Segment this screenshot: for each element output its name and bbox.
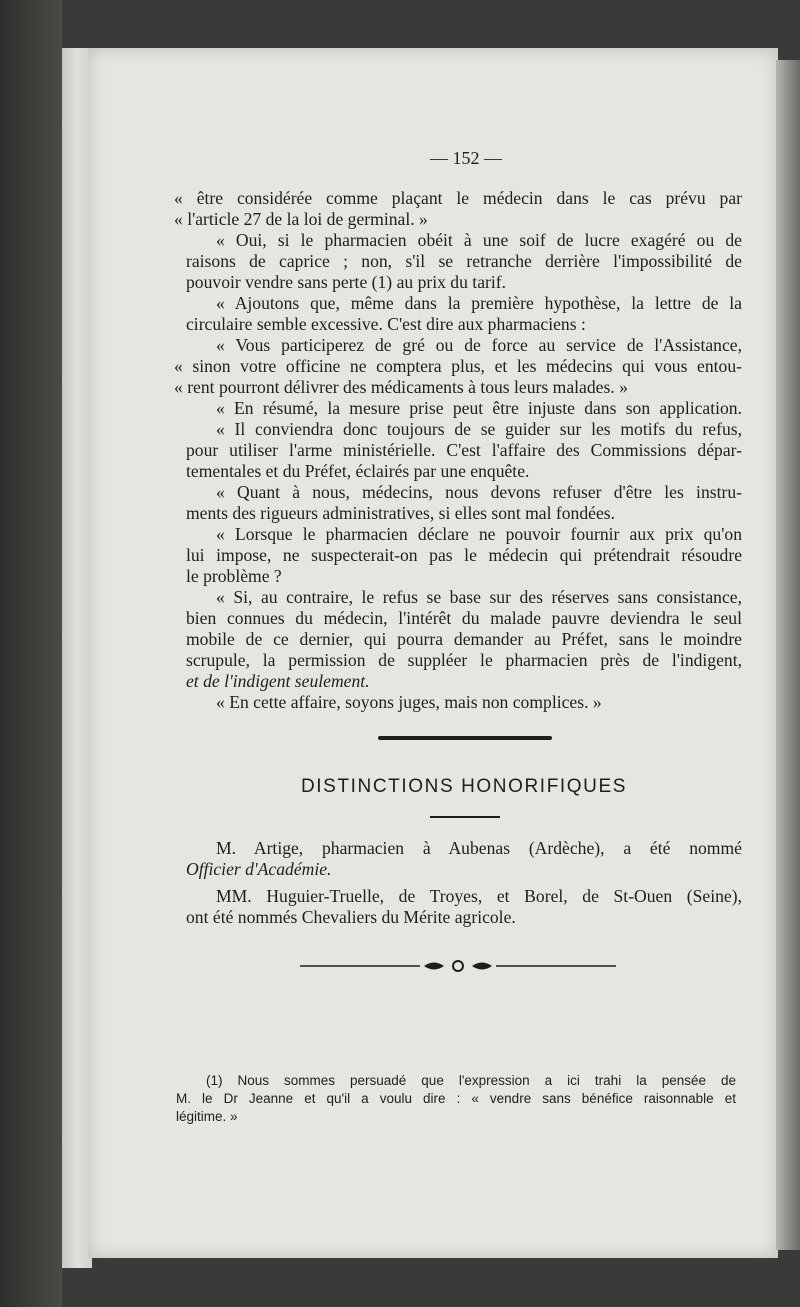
text-line: scrupule, la permission de suppléer le pharmacien près de l'indigent, bbox=[186, 650, 742, 670]
footnote-line: légitime. » bbox=[176, 1109, 238, 1124]
text-line: « Lorsque le pharmacien déclare ne pouvoir fournir aux prix qu'on bbox=[216, 524, 742, 544]
distinctions-text bbox=[186, 838, 742, 928]
text-line: raisons de caprice ; non, s'il se retranche derrière l'impossibilité de bbox=[186, 251, 742, 271]
section-divider bbox=[378, 736, 552, 740]
text-line: « Oui, si le pharmacien obéit à une soif de lucre exagéré ou de bbox=[216, 230, 742, 250]
text-line: et de l'indigent seulement. bbox=[186, 671, 370, 691]
text-line: « l'article 27 de la loi de germinal. » bbox=[174, 209, 428, 229]
text-line: « Ajoutons que, même dans la première hypothèse, la lettre de la bbox=[216, 293, 742, 313]
text-line: lui impose, ne suspecterait-on pas le médecin qui prétendrait résoudre bbox=[186, 545, 742, 565]
text-line: « En résumé, la mesure prise peut être injuste dans son application. bbox=[216, 398, 742, 418]
text-line: circulaire semble excessive. C'est dire aux pharmaciens : bbox=[186, 314, 586, 334]
page-right-edge bbox=[776, 60, 800, 1250]
footnote bbox=[176, 1072, 736, 1126]
text-line: ments des rigueurs administratives, si elles sont mal fondées. bbox=[186, 503, 616, 523]
text-line: « sinon votre officine ne comptera plus, et les médecins qui vous entou- bbox=[174, 356, 742, 376]
text-line: Officier d'Académie. bbox=[186, 859, 332, 879]
text-line: « Vous participerez de gré ou de force au service de l'Assistance, bbox=[216, 335, 742, 355]
text-line: « En cette affaire, soyons juges, mais non complices. » bbox=[216, 692, 602, 712]
body-text bbox=[174, 188, 742, 713]
text-line: mobile de ce dernier, qui pourra demander au Préfet, sans le moindre bbox=[186, 629, 742, 649]
heading-underline bbox=[430, 816, 500, 818]
page-number: — 152 — bbox=[430, 148, 502, 168]
text-line: « Si, au contraire, le refus se base sur des réserves sans consistance, bbox=[216, 587, 742, 607]
text-line: ont été nommés Chevaliers du Mérite agricole. bbox=[186, 907, 516, 927]
text-line: tementales et du Préfet, éclairés par une enquête. bbox=[186, 461, 530, 481]
text-line: « Quant à nous, médecins, nous devons refuser d'être les instru- bbox=[216, 482, 742, 502]
text-line: M. Artige, pharmacien à Aubenas (Ardèche), a été nommé bbox=[216, 838, 742, 858]
scan-background-left bbox=[0, 0, 62, 1307]
text-line: « être considérée comme plaçant le médecin dans le cas prévu par bbox=[174, 188, 742, 208]
text-line: bien connues du médecin, l'intérêt du malade pauvre deviendra le seul bbox=[186, 608, 742, 628]
footnote-line: M. le Dr Jeanne et qu'il a voulu dire : « vendre sans bénéfice raisonnable et bbox=[176, 1091, 736, 1106]
text-line: « rent pourront délivrer des médicaments à tous leurs malades. » bbox=[174, 377, 628, 397]
ornament-divider bbox=[300, 958, 616, 974]
section-heading: DISTINCTIONS HONORIFIQUES bbox=[300, 776, 628, 797]
text-line: MM. Huguier-Truelle, de Troyes, et Borel, de St-Ouen (Seine), bbox=[216, 886, 742, 906]
text-line: pouvoir vendre sans perte (1) au prix du tarif. bbox=[186, 272, 507, 292]
text-line: « Il conviendra donc toujours de se guider sur les motifs du refus, bbox=[216, 419, 742, 439]
text-line: pour utiliser l'arme ministérielle. C'est l'affaire des Commissions dépar- bbox=[186, 440, 742, 460]
footnote-line: (1) Nous sommes persuadé que l'expression a ici trahi la pensée de bbox=[206, 1073, 736, 1088]
text-line: le problème ? bbox=[186, 566, 282, 586]
